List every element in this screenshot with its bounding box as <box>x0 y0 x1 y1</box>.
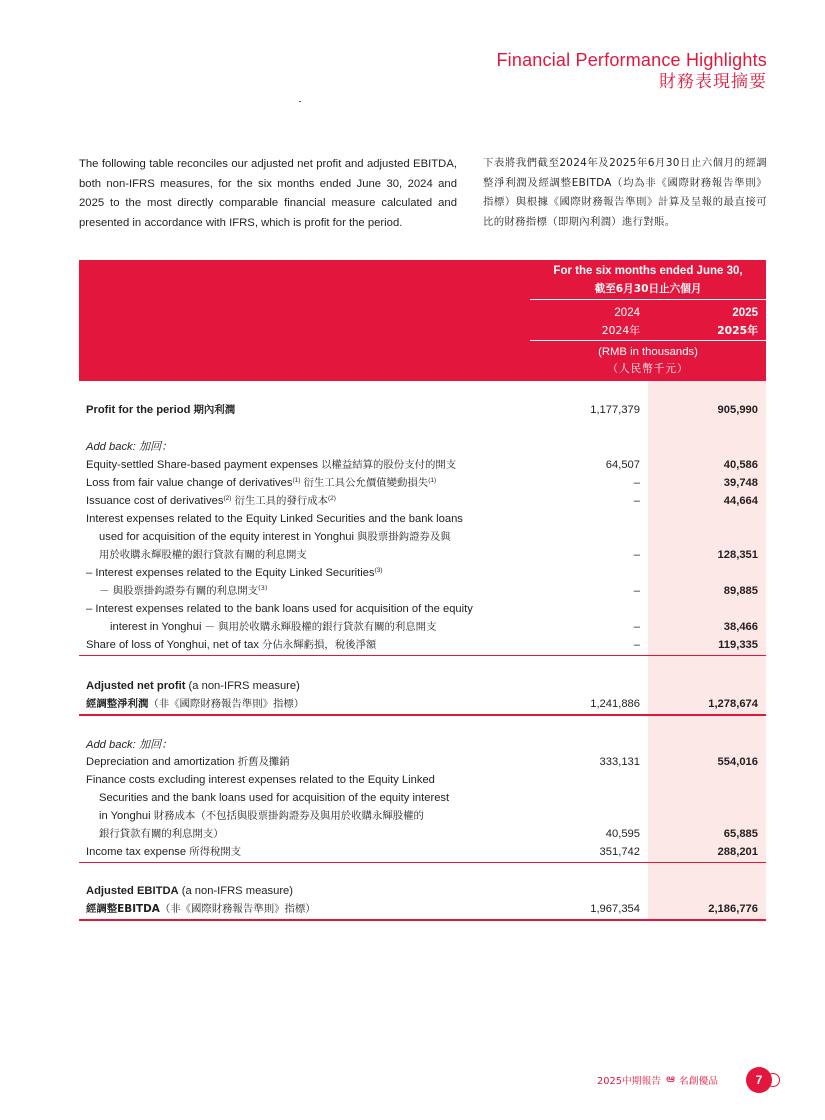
row-label: Add back: 加回： <box>86 441 173 453</box>
value-2025: 119,335 <box>718 639 758 651</box>
row-divider <box>79 862 766 863</box>
value-2024: – <box>633 621 640 633</box>
row-label: Finance costs excluding interest expenses related to the Equity Linked <box>86 774 435 786</box>
table-row-income-tax <box>0 843 825 861</box>
table-row-depreciation <box>0 753 825 771</box>
table-row-interest-els <box>0 564 825 582</box>
value-2024: – <box>633 639 640 651</box>
row-label: Interest expenses related to the Equity Linked Securities and the bank loans <box>86 513 463 525</box>
table-row-profit <box>0 401 825 419</box>
unit-label-en: (RMB in thousands) <box>598 346 698 358</box>
table-row-interest <box>0 510 825 528</box>
value-2025: 128,351 <box>717 549 758 561</box>
row-label: Loss from fair value change of derivatives$^{(1)}$ 衍生工具公允價值變動損失$^{(1)}$ <box>86 477 437 489</box>
table-row-addback <box>0 736 825 754</box>
value-2024: – <box>633 477 640 489</box>
period-heading <box>529 262 767 298</box>
value-2024: – <box>633 495 640 507</box>
value-2025: 905,990 <box>717 404 758 416</box>
row-label: 經調整淨利潤（非《國際財務報告準則》指標） <box>86 698 305 710</box>
row-divider <box>79 714 766 716</box>
page-footer <box>597 1067 718 1093</box>
page-title: Financial Performance Highlights <box>496 50 767 70</box>
row-label: Securities and the bank loans used for acquisition of the equity interest <box>99 792 450 804</box>
value-2024: 1,177,379 <box>590 404 640 416</box>
table-row-share-based <box>0 456 825 474</box>
intro-paragraph-en: The following table reconciles our adjusted net profit and adjusted EBITDA, both non-IFRS measures, for the six months ended June 30, 2024 and 2025 to the most directly comparable financial measure calculated and presented in accordance with IFRS, which is profit for the period. <box>79 158 457 229</box>
year-2024-heading <box>560 304 640 340</box>
table-row-share-loss <box>0 636 825 654</box>
page-header <box>496 50 767 93</box>
unit-label <box>530 344 766 378</box>
value-2024: 351,742 <box>599 846 640 858</box>
unit-label-zh: （人民幣千元） <box>607 363 689 375</box>
table-row-addback <box>0 438 825 456</box>
row-label: interest in Yonghui － 與用於收購永輝股權的銀行貸款有關的利息開支 <box>110 621 437 633</box>
row-label: Adjusted net profit (a non-IFRS measure) <box>86 680 300 692</box>
value-2025: 39,748 <box>723 477 758 489</box>
row-label: Profit for the period 期內利潤 <box>86 404 236 416</box>
row-label: 用於收購永輝股權的銀行貸款有關的利息開支 <box>99 549 307 561</box>
table-row-fair-value <box>0 474 825 492</box>
value-2024: – <box>633 549 640 561</box>
year-2024-zh: 2024年 <box>601 324 640 337</box>
table-row-adjusted-net-profit-zh <box>0 695 825 713</box>
page-title-zh: 財務表現摘要 <box>659 72 767 92</box>
value-2025: 40,586 <box>723 459 758 471</box>
table-row-finance-costs-cont <box>0 807 825 825</box>
row-divider <box>79 919 766 921</box>
value-2024: 40,595 <box>605 828 640 840</box>
row-label: Share of loss of Yonghui, net of tax 分佔永輝虧損，稅後淨額 <box>86 639 377 651</box>
year-2025-zh: 2025年 <box>717 324 758 337</box>
row-divider <box>79 655 766 656</box>
row-label: – Interest expenses related to the Equity Linked Securities$^{(3)}$ <box>86 567 383 579</box>
period-heading-en: For the six months ended June 30, <box>553 265 743 277</box>
table-row-finance-costs <box>0 771 825 789</box>
year-2025-en: 2025 <box>732 307 758 319</box>
row-label: Depreciation and amortization 折舊及攤銷 <box>86 756 290 768</box>
row-label: – Interest expenses related to the bank loans used for acquisition of the equity <box>86 603 473 615</box>
table-row-adjusted-net-profit <box>0 677 825 695</box>
period-heading-zh: 截至6月30日止六個月 <box>594 283 702 295</box>
table-row-interest-loans-cont <box>0 618 825 636</box>
row-label: in Yonghui 財務成本（不包括與股票掛鈎證券及與用於收購永輝股權的 <box>99 810 424 822</box>
value-2024: 1,241,886 <box>590 698 640 710</box>
table-row-adjusted-ebitda <box>0 882 825 900</box>
value-2024: 64,507 <box>605 459 640 471</box>
row-label: Income tax expense 所得稅開支 <box>86 846 242 858</box>
value-2024: 333,131 <box>599 756 640 768</box>
value-2025: 89,885 <box>723 585 758 597</box>
brand-logo-icon: ఆ <box>666 1072 675 1085</box>
table-row-interest-els-cont <box>0 582 825 600</box>
table-row-interest-cont <box>0 528 825 546</box>
row-label: Equity-settled Share-based payment expenses 以權益結算的股份支付的開支 <box>86 459 457 471</box>
value-2025: 65,885 <box>723 828 758 840</box>
table-row-issuance <box>0 492 825 510</box>
value-2024: – <box>633 585 640 597</box>
value-2025: 554,016 <box>717 756 758 768</box>
table-row-interest-cont <box>0 546 825 564</box>
row-label: Add back: 加回： <box>86 739 173 751</box>
value-2025: 38,466 <box>723 621 758 633</box>
value-2025: 288,201 <box>717 846 758 858</box>
year-2025-heading <box>678 304 758 340</box>
header-divider <box>530 340 766 341</box>
header-divider <box>530 299 766 300</box>
dot-mark <box>299 101 301 102</box>
value-2025: 2,186,776 <box>708 903 758 915</box>
value-2025: 44,664 <box>723 495 758 507</box>
table-row-finance-costs-cont <box>0 825 825 843</box>
table-row-interest-loans <box>0 600 825 618</box>
page-number: 7 <box>746 1067 772 1093</box>
row-label: Issuance cost of derivatives$^{(2)}$ 衍生工具的發行成本$^{(2)}$ <box>86 495 336 507</box>
value-2025: 1,278,674 <box>708 698 758 710</box>
report-name: 2025中期報告 <box>597 1076 662 1087</box>
value-2024: 1,967,354 <box>590 903 640 915</box>
row-label: 經調整EBITDA（非《國際財務報告準則》指標） <box>86 903 316 915</box>
table-row-finance-costs-cont <box>0 789 825 807</box>
table-row-adjusted-ebitda-zh <box>0 900 825 918</box>
intro-paragraph-zh: 下表將我們截至2024年及2025年6月30日止六個月的經調整淨利潤及經調整EBITDA（均為非《國際財務報告準則》指標）與根據《國際財務報告準則》計算及呈報的最直接可比的財務指標（即期內利潤）進行對賬。 <box>483 157 767 228</box>
brand-name: 名創優品 <box>678 1076 719 1087</box>
row-label: － 與股票掛鈎證券有關的利息開支$^{(3)}$ <box>99 584 268 597</box>
year-2024-en: 2024 <box>614 307 640 319</box>
row-label: 銀行貸款有關的利息開支） <box>99 828 224 840</box>
row-label: Adjusted EBITDA (a non-IFRS measure) <box>86 885 294 897</box>
row-label: used for acquisition of the equity interest in Yonghui 與股票掛鈎證券及與 <box>99 531 451 543</box>
